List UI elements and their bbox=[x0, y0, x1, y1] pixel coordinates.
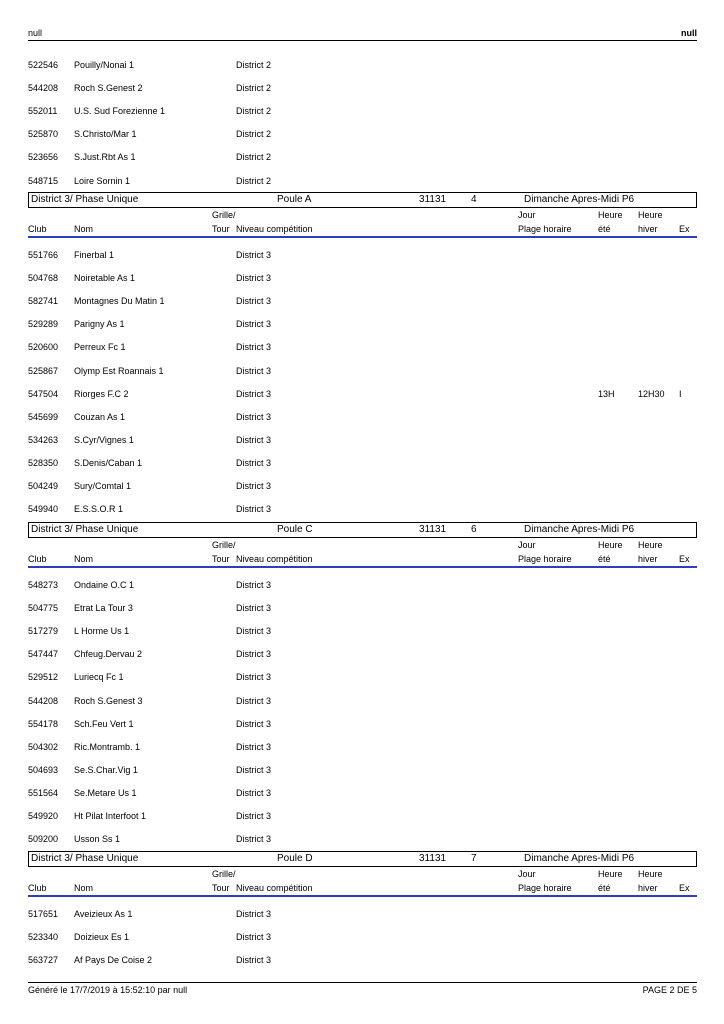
col-hiver: hiver bbox=[638, 883, 658, 893]
table-row bbox=[28, 955, 697, 969]
club-id: 520600 bbox=[28, 342, 59, 353]
club-id: 563727 bbox=[28, 955, 59, 966]
club-name: Riorges F.C 2 bbox=[74, 388, 129, 399]
table-row bbox=[28, 742, 697, 756]
col-ete: été bbox=[598, 883, 611, 893]
club-name: L Horme Us 1 bbox=[74, 626, 130, 637]
club-name: Finerbal 1 bbox=[74, 250, 115, 260]
table-row bbox=[28, 152, 697, 166]
table-row bbox=[28, 319, 697, 333]
poule-label: Poule C bbox=[277, 524, 313, 535]
col-ex: Ex bbox=[679, 224, 690, 234]
club-id: 525870 bbox=[28, 129, 59, 140]
club-name: Se.Metare Us 1 bbox=[74, 787, 137, 798]
club-id: 504768 bbox=[28, 273, 59, 284]
club-name: S.Denis/Caban 1 bbox=[74, 457, 143, 468]
summer-time: 13H bbox=[598, 388, 615, 399]
club-name: Luriecq Fc 1 bbox=[74, 672, 124, 683]
competition-level: District 3 bbox=[236, 434, 272, 445]
competition-level: District 3 bbox=[236, 580, 272, 590]
club-id: 551564 bbox=[28, 787, 59, 798]
col-nom: Nom bbox=[74, 883, 94, 893]
competition-level: District 3 bbox=[236, 273, 272, 284]
generated-timestamp: Généré le 17/7/2019 à 15:52:10 par null bbox=[28, 985, 188, 995]
competition-level: District 3 bbox=[236, 504, 272, 515]
club-name: Sury/Comtal 1 bbox=[74, 481, 132, 491]
column-header bbox=[28, 208, 697, 238]
col-niveau: Niveau compétition bbox=[236, 554, 313, 564]
club-name: Doizieux Es 1 bbox=[74, 932, 130, 943]
col-grille: Grille/ bbox=[212, 210, 236, 220]
col-tour: Tour bbox=[212, 224, 230, 234]
competition-level: District 2 bbox=[236, 83, 272, 94]
club-name: Roch S.Genest 2 bbox=[74, 83, 143, 94]
section-title: District 3/ Phase Unique bbox=[31, 524, 139, 535]
club-name: Usson Ss 1 bbox=[74, 834, 121, 845]
table-row bbox=[28, 649, 697, 663]
club-id: 523656 bbox=[28, 152, 59, 163]
club-id: 548715 bbox=[28, 175, 59, 186]
club-id: 522546 bbox=[28, 60, 59, 70]
table-row bbox=[28, 909, 697, 923]
competition-level: District 3 bbox=[236, 649, 272, 660]
club-name: S.Christo/Mar 1 bbox=[74, 129, 137, 140]
col-heure-hiver: Heure bbox=[638, 869, 663, 879]
club-id: 552011 bbox=[28, 106, 58, 117]
col-grille: Grille/ bbox=[212, 869, 236, 879]
col-plage: Plage horaire bbox=[518, 554, 572, 564]
club-id: 525867 bbox=[28, 365, 59, 376]
club-id: 517279 bbox=[28, 626, 59, 637]
col-hiver: hiver bbox=[638, 554, 658, 564]
table-row bbox=[28, 696, 697, 710]
competition-level: District 3 bbox=[236, 811, 272, 821]
competition-code: 31131 bbox=[419, 853, 447, 864]
competition-level: District 3 bbox=[236, 909, 272, 919]
col-jour: Jour bbox=[518, 869, 536, 879]
club-name: Montagnes Du Matin 1 bbox=[74, 296, 165, 307]
club-name: Roch S.Genest 3 bbox=[74, 695, 143, 706]
col-heure-hiver: Heure bbox=[638, 540, 663, 550]
competition-code: 31131 bbox=[419, 524, 447, 535]
competition-level: District 2 bbox=[236, 60, 272, 70]
club-id: 509200 bbox=[28, 834, 59, 845]
competition-level: District 3 bbox=[236, 932, 272, 943]
header-right-text: null bbox=[681, 28, 697, 38]
club-id: 549920 bbox=[28, 811, 59, 821]
table-row bbox=[28, 106, 697, 120]
ex-flag: I bbox=[679, 388, 682, 399]
competition-level: District 3 bbox=[236, 457, 272, 468]
table-row bbox=[28, 176, 697, 190]
competition-level: District 3 bbox=[236, 319, 272, 330]
competition-level: District 3 bbox=[236, 365, 272, 376]
table-row bbox=[28, 811, 697, 825]
section-header bbox=[28, 522, 697, 538]
poule-label: Poule D bbox=[277, 853, 313, 864]
col-nom: Nom bbox=[74, 224, 94, 234]
club-name: Chfeug.Dervau 2 bbox=[74, 649, 143, 660]
club-name: E.S.S.O.R 1 bbox=[74, 504, 124, 515]
club-id: 517651 bbox=[28, 909, 59, 919]
competition-level: District 3 bbox=[236, 955, 272, 966]
col-club: Club bbox=[28, 224, 47, 234]
table-row bbox=[28, 296, 697, 310]
competition-level: District 3 bbox=[236, 250, 272, 260]
club-id: 504302 bbox=[28, 741, 59, 752]
competition-level: District 3 bbox=[236, 834, 272, 845]
competition-level: District 2 bbox=[236, 175, 272, 186]
club-id: 504693 bbox=[28, 764, 59, 775]
table-row bbox=[28, 389, 697, 403]
club-id: 529512 bbox=[28, 672, 59, 683]
club-name: Olymp Est Roannais 1 bbox=[74, 365, 164, 376]
competition-level: District 3 bbox=[236, 764, 272, 775]
table-row bbox=[28, 834, 697, 848]
table-row bbox=[28, 626, 697, 640]
competition-level: District 2 bbox=[236, 129, 272, 140]
section-header bbox=[28, 192, 697, 208]
club-name: Aveizieux As 1 bbox=[74, 909, 133, 919]
club-id: 504775 bbox=[28, 603, 59, 614]
competition-level: District 3 bbox=[236, 603, 272, 614]
winter-time: 12H30 bbox=[638, 388, 665, 399]
table-row bbox=[28, 435, 697, 449]
club-name: Etrat La Tour 3 bbox=[74, 603, 133, 614]
club-id: 534263 bbox=[28, 434, 59, 445]
competition-level: District 3 bbox=[236, 626, 272, 637]
col-heure-ete: Heure bbox=[598, 210, 623, 220]
table-row bbox=[28, 129, 697, 143]
table-row bbox=[28, 932, 697, 946]
table-row bbox=[28, 273, 697, 287]
competition-level: District 2 bbox=[236, 152, 272, 163]
poule-number: 7 bbox=[471, 853, 477, 864]
col-grille: Grille/ bbox=[212, 540, 236, 550]
match-day: Dimanche Apres-Midi P6 bbox=[524, 194, 635, 205]
col-heure-ete: Heure bbox=[598, 869, 623, 879]
col-nom: Nom bbox=[74, 554, 94, 564]
competition-level: District 3 bbox=[236, 718, 272, 729]
col-club: Club bbox=[28, 554, 47, 564]
poule-number: 4 bbox=[471, 194, 477, 205]
page-footer bbox=[28, 982, 697, 997]
table-row bbox=[28, 250, 697, 264]
col-tour: Tour bbox=[212, 883, 230, 893]
competition-level: District 3 bbox=[236, 388, 272, 399]
competition-level: District 3 bbox=[236, 741, 272, 752]
col-club: Club bbox=[28, 883, 47, 893]
club-name: Parigny As 1 bbox=[74, 319, 125, 330]
table-row bbox=[28, 458, 697, 472]
club-id: 582741 bbox=[28, 296, 59, 307]
competition-level: District 3 bbox=[236, 411, 272, 422]
table-row bbox=[28, 60, 697, 74]
col-ete: été bbox=[598, 554, 611, 564]
table-row bbox=[28, 366, 697, 380]
page-number: PAGE 2 DE 5 bbox=[642, 985, 697, 995]
club-id: 529289 bbox=[28, 319, 59, 330]
col-ex: Ex bbox=[679, 554, 690, 564]
competition-level: District 3 bbox=[236, 672, 272, 683]
match-day: Dimanche Apres-Midi P6 bbox=[524, 853, 635, 864]
club-name: Noiretable As 1 bbox=[74, 273, 136, 284]
table-row bbox=[28, 342, 697, 356]
club-name: Loire Sornin 1 bbox=[74, 175, 131, 186]
col-niveau: Niveau compétition bbox=[236, 883, 313, 893]
poule-number: 6 bbox=[471, 524, 477, 535]
table-row bbox=[28, 788, 697, 802]
col-ex: Ex bbox=[679, 883, 690, 893]
col-jour: Jour bbox=[518, 540, 536, 550]
club-id: 547504 bbox=[28, 388, 59, 399]
club-id: 528350 bbox=[28, 457, 59, 468]
col-niveau: Niveau compétition bbox=[236, 224, 313, 234]
club-id: 523340 bbox=[28, 932, 59, 943]
club-name: Pouilly/Nonai 1 bbox=[74, 60, 135, 70]
club-name: Perreux Fc 1 bbox=[74, 342, 126, 353]
club-id: 548273 bbox=[28, 580, 59, 590]
club-id: 544208 bbox=[28, 695, 59, 706]
col-heure-hiver: Heure bbox=[638, 210, 663, 220]
poule-label: Poule A bbox=[277, 194, 312, 205]
col-plage: Plage horaire bbox=[518, 224, 572, 234]
club-name: Ht Pilat Interfoot 1 bbox=[74, 811, 147, 821]
table-row bbox=[28, 83, 697, 97]
column-header bbox=[28, 538, 697, 568]
col-plage: Plage horaire bbox=[518, 883, 572, 893]
col-heure-ete: Heure bbox=[598, 540, 623, 550]
club-id: 545699 bbox=[28, 411, 59, 422]
club-name: Af Pays De Coise 2 bbox=[74, 955, 153, 966]
club-id: 504249 bbox=[28, 481, 59, 491]
competition-code: 31131 bbox=[419, 194, 447, 205]
col-jour: Jour bbox=[518, 210, 536, 220]
table-row bbox=[28, 504, 697, 518]
club-id: 547447 bbox=[28, 649, 59, 660]
competition-level: District 3 bbox=[236, 296, 272, 307]
page-header bbox=[28, 26, 697, 41]
competition-level: District 2 bbox=[236, 106, 272, 117]
club-name: Ric.Montramb. 1 bbox=[74, 741, 141, 752]
table-row bbox=[28, 672, 697, 686]
club-name: Se.S.Char.Vig 1 bbox=[74, 764, 138, 775]
section-title: District 3/ Phase Unique bbox=[31, 853, 139, 864]
col-tour: Tour bbox=[212, 554, 230, 564]
club-name: Couzan As 1 bbox=[74, 411, 126, 422]
club-id: 549940 bbox=[28, 504, 59, 515]
competition-level: District 3 bbox=[236, 695, 272, 706]
header-left-text: null bbox=[28, 28, 43, 38]
table-row bbox=[28, 765, 697, 779]
club-name: Ondaine O.C 1 bbox=[74, 580, 135, 590]
club-id: 544208 bbox=[28, 83, 59, 94]
section-title: District 3/ Phase Unique bbox=[31, 194, 139, 205]
club-name: S.Cyr/Vignes 1 bbox=[74, 434, 134, 445]
club-id: 551766 bbox=[28, 250, 59, 260]
table-row bbox=[28, 481, 697, 495]
col-hiver: hiver bbox=[638, 224, 658, 234]
club-name: Sch.Feu Vert 1 bbox=[74, 718, 134, 729]
competition-level: District 3 bbox=[236, 787, 272, 798]
column-header bbox=[28, 867, 697, 897]
match-day: Dimanche Apres-Midi P6 bbox=[524, 524, 635, 535]
club-name: S.Just.Rbt As 1 bbox=[74, 152, 136, 163]
table-row bbox=[28, 603, 697, 617]
section-header bbox=[28, 851, 697, 867]
competition-level: District 3 bbox=[236, 342, 272, 353]
club-name: U.S. Sud Forezienne 1 bbox=[74, 106, 166, 117]
club-id: 554178 bbox=[28, 718, 59, 729]
table-row bbox=[28, 412, 697, 426]
competition-level: District 3 bbox=[236, 481, 272, 491]
col-ete: été bbox=[598, 224, 611, 234]
table-row bbox=[28, 719, 697, 733]
table-row bbox=[28, 580, 697, 594]
